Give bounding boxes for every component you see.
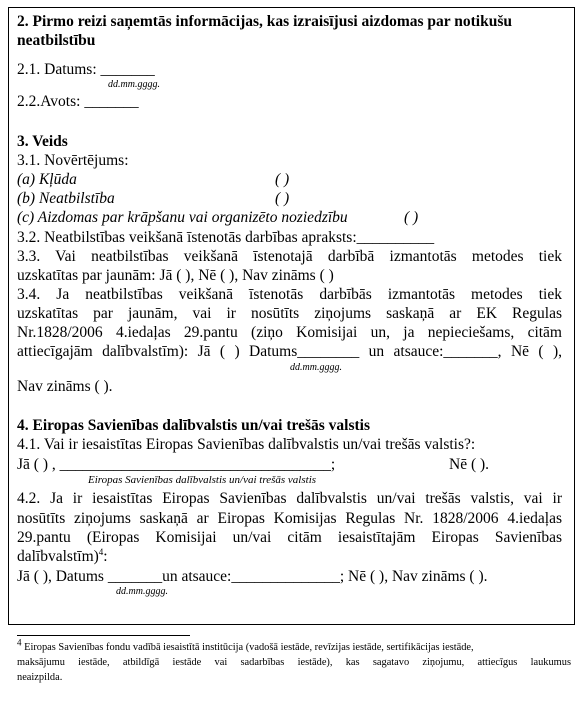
section-3-title: 3. Veids — [17, 133, 68, 150]
date-format-caption: dd.mm.gggg. — [116, 586, 168, 597]
date-format-caption: dd.mm.gggg. — [108, 79, 160, 90]
date-format-caption: dd.mm.gggg. — [290, 362, 342, 373]
section-2-title-line2: neatbilstību — [17, 32, 96, 49]
question-4-2-line3: 29.pantu (Eiropas Komisijai un/vai citām iesaistītajām Eiropas Savienības — [17, 529, 562, 546]
footnote-divider — [17, 635, 190, 636]
option-a-label: (a) Kļūda — [17, 171, 77, 188]
countries-caption: Eiropas Savienības dalībvalstis un/vai trešās valstis — [88, 474, 317, 486]
footnote-text: Eiropas Savienības fondu vadībā iesaistītā institūcija (vadošā iestāde, revīzijas iestāde, sertifikācijas iestāde, — [21, 642, 474, 653]
section-2-title-line1: 2. Pirmo reizi saņemtās informācijas, kas izraisījusi aizdomas par notikušu — [17, 13, 512, 30]
question-3-4-line3: Nr.1828/2006 4.iedaļas 29.pantu (ziņo Komisijai un, ja nepieciešams, citām — [17, 324, 562, 341]
footnote-reference: 4 — [98, 546, 104, 557]
option-c-checkbox[interactable]: ( ) — [404, 209, 419, 226]
section-4-title: 4. Eiropas Savienības dalībvalstis un/vai trešās valstis — [17, 417, 370, 434]
question-3-4-line4[interactable]: attiecīgajām dalībvalstīm): Jā ( ) Datums________ un atsauce:_______, Nē ( ), — [17, 343, 562, 360]
footnote-line1 — [17, 637, 571, 655]
option-c-label: (c) Aizdomas par krāpšanu vai organizēto noziedzību — [17, 209, 348, 226]
question-3-4-line1: 3.4. Ja neatbilstības veikšanā īstenotās darbībās izmantotās metodes tiek — [17, 286, 562, 303]
option-b-checkbox[interactable]: ( ) — [275, 190, 290, 207]
avots-field-2-2[interactable]: 2.2.Avots: _______ — [17, 93, 139, 110]
question-3-3-line1: 3.3. Vai neatbilstības veikšanā īstenotajā darbībā izmantotās metodes tiek — [17, 248, 562, 265]
question-4-1-ne-option[interactable]: Nē ( ). — [449, 456, 490, 473]
datums-field-2-1[interactable]: 2.1. Datums: _______ — [17, 61, 155, 78]
question-4-2-line1: 4.2. Ja ir iesaistītas Eiropas Savienības dalībvalstis un/vai trešās valstis, vai ir — [17, 490, 562, 507]
question-3-2[interactable]: 3.2. Neatbilstības veikšanā īstenotās darbības apraksts:__________ — [17, 229, 435, 246]
question-3-4-line5[interactable]: Nav zināms ( ). — [17, 378, 113, 395]
question-4-2-line4 — [17, 548, 108, 566]
option-b-label: (b) Neatbilstība — [17, 190, 115, 207]
question-4-1-ja-field[interactable]: Jā ( ) , ___________________________________; — [17, 456, 336, 473]
footnote-line2: maksājumu iestāde, atbildīgā iestāde vai sadarbības iestāde), kas sagatavo ziņojumu, attiecīgus laukumus — [17, 657, 571, 668]
novertejums-label: 3.1. Novērtējums: — [17, 152, 129, 169]
question-4-2-line4-text: dalībvalstīm) — [17, 548, 99, 565]
question-4-2-line2: nosūtīts ziņojums saskaņā ar Eiropas Komisijas Regulas Nr. 1828/2006 4.iedaļas — [17, 510, 562, 527]
question-4-1: 4.1. Vai ir iesaistītas Eiropas Savienības dalībvalstis un/vai trešās valstis?: — [17, 436, 476, 453]
option-a-checkbox[interactable]: ( ) — [275, 171, 290, 188]
question-3-4-line2: uzskatītas par jaunām, vai ir nosūtīts ziņojums saskaņā ar EK Regulas — [17, 305, 562, 322]
question-4-2-line4-end: : — [103, 548, 108, 565]
question-3-3-line2[interactable]: uzskatītas par jaunām: Jā ( ), Nē ( ), Nav zināms ( ) — [17, 267, 334, 284]
footnote-line3: neaizpilda. — [17, 672, 63, 683]
question-4-2-answer-line[interactable]: Jā ( ), Datums _______un atsauce:______________; Nē ( ), Nav zināms ( ). — [17, 568, 488, 585]
footnote-mark: 4 — [17, 637, 22, 648]
